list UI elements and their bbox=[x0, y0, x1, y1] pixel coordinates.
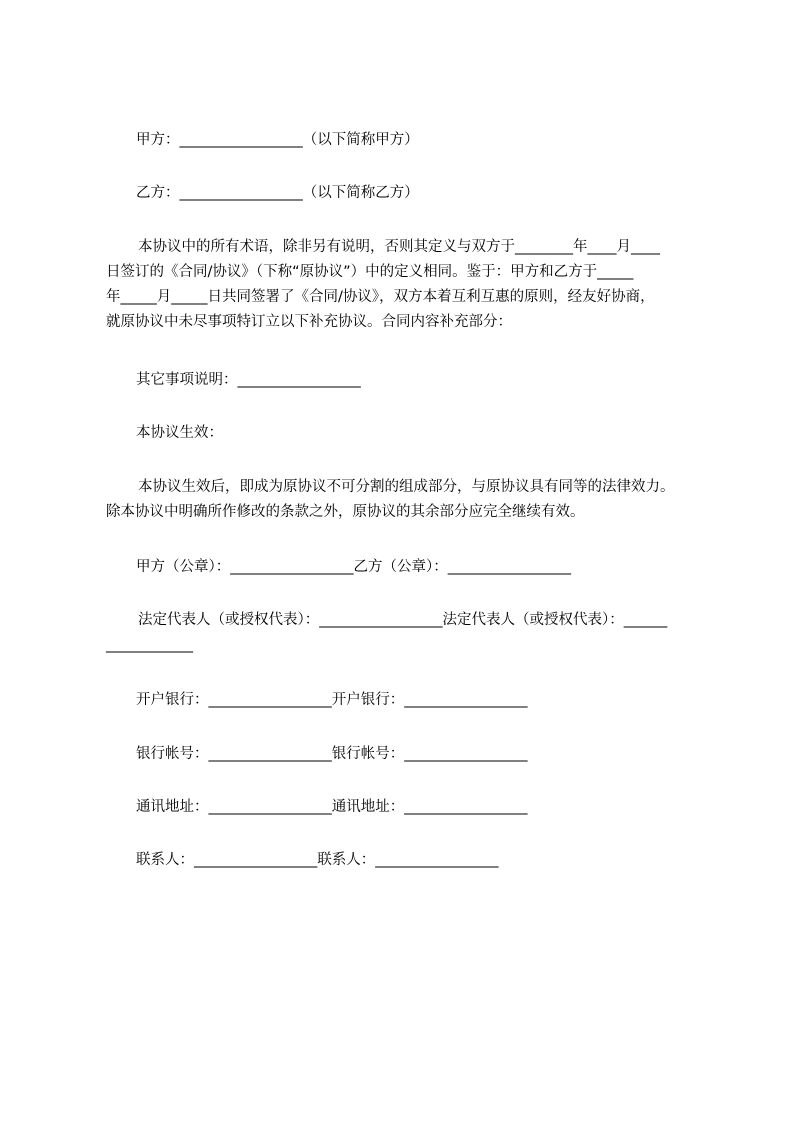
seals-line: 甲方（公章）：_________________乙方（公章）：_________________ bbox=[136, 559, 571, 575]
other-matters-line: 其它事项说明：_________________ bbox=[136, 372, 361, 388]
party-a-line: 甲方：_________________（以下简称甲方） bbox=[136, 132, 419, 148]
address-line: 通讯地址：_________________通讯地址：_________________ bbox=[136, 799, 528, 815]
effect-line-1: 本协议生效后，即成为原协议不可分割的组成部分，与原协议具有同等的法律效力。 bbox=[138, 479, 675, 495]
effective-heading: 本协议生效： bbox=[136, 425, 223, 441]
bank-line: 开户银行：_________________开户银行：_________________ bbox=[136, 692, 528, 708]
legal-rep-paragraph bbox=[106, 608, 718, 658]
account-line: 银行帐号：_________________银行帐号：_________________ bbox=[136, 746, 528, 762]
contact-line: 联系人：_________________联系人：_________________ bbox=[136, 852, 499, 868]
legal-rep-line-1: 法定代表人（或授权代表）：_________________法定代表人（或授权代表）：______ bbox=[138, 612, 668, 628]
legal-rep-line-2: ____________ bbox=[106, 637, 193, 653]
intro-line-3: 年_____月_____日共同签署了《合同/协议》，双方本着互利互惠的原则，经友好协商， bbox=[106, 289, 655, 305]
intro-line-2: 日签订的《合同/协议》（下称“原协议”）中的定义相同。鉴于：甲方和乙方于_____ bbox=[106, 264, 634, 280]
intro-line-4: 就原协议中未尽事项特订立以下补充协议。合同内容补充部分： bbox=[106, 314, 512, 330]
effect-paragraph bbox=[106, 475, 718, 525]
effect-line-2: 除本协议中明确所作修改的条款之外，原协议的其余部分应完全继续有效。 bbox=[106, 504, 585, 520]
intro-line-1: 本协议中的所有术语，除非另有说明，否则其定义与双方于________年____月____ bbox=[138, 239, 660, 255]
intro-paragraph bbox=[106, 235, 718, 335]
party-b-line: 乙方：_________________（以下简称乙方） bbox=[136, 185, 419, 201]
